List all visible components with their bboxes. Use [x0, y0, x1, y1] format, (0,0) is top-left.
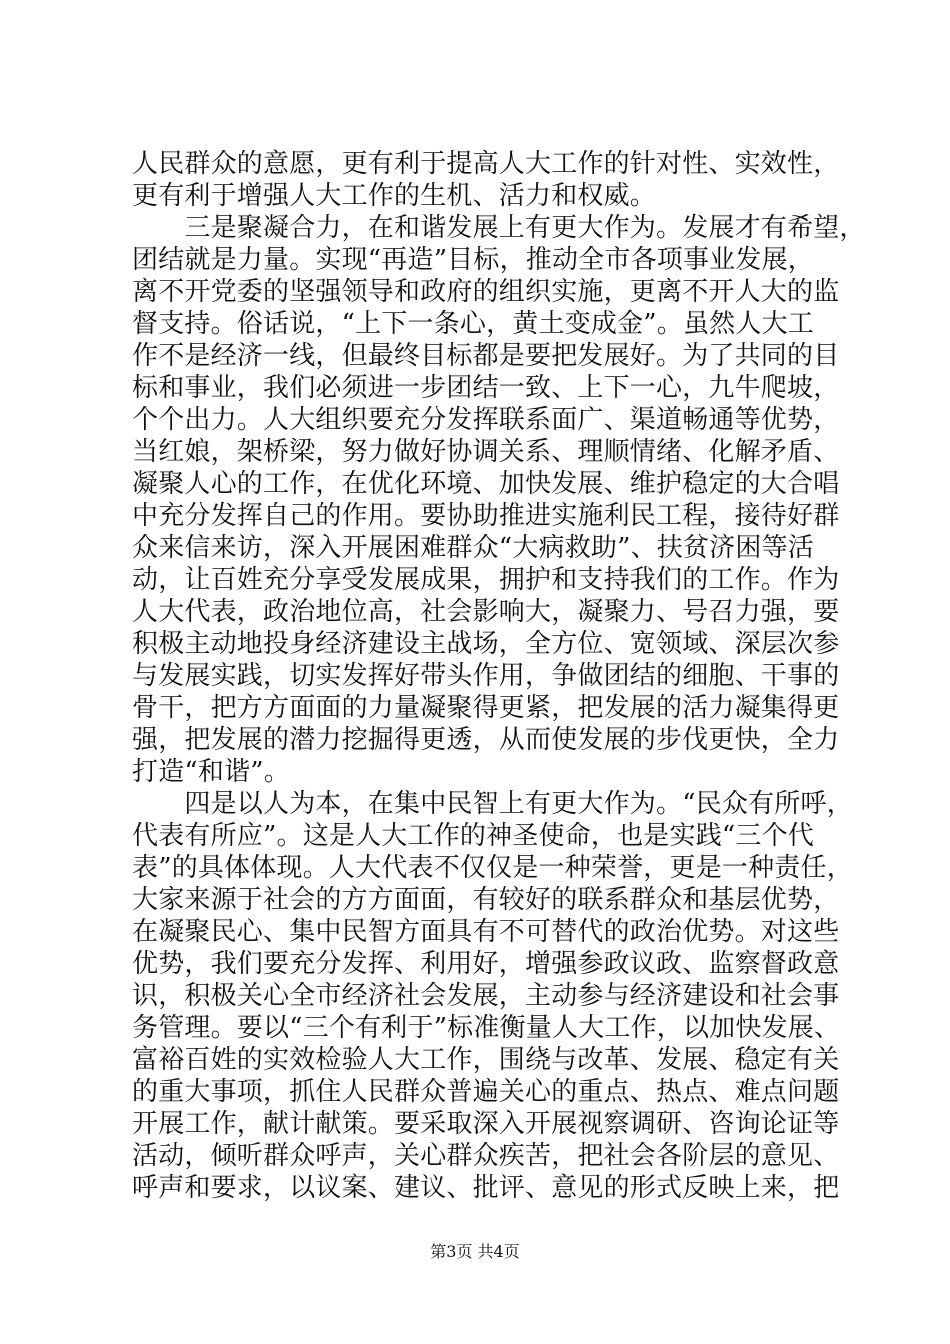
text-line: 在凝聚民心、集中民智方面具有不可替代的政治优势。对这些 — [132, 917, 840, 947]
text-line: 三是聚凝合力，在和谐发展上有更大作为。发展才有希望， — [132, 213, 866, 243]
text-line: 大家来源于社会的方方面面，有较好的联系群众和基层优势， — [132, 885, 840, 915]
text-line: 更有利于增强人大工作的生机、活力和权威。 — [132, 181, 657, 211]
text-line: 打造“和谐”。 — [132, 757, 290, 787]
text-line: 务管理。要以“三个有利于”标准衡量人大工作，以加快发展、 — [132, 1013, 841, 1043]
text-line: 的重大事项，抓住人民群众普遍关心的重点、热点、难点问题 — [132, 1077, 840, 1107]
text-line: 个个出力。人大组织要充分发挥联系面广、渠道畅通等优势， — [132, 405, 840, 435]
text-line: 积极主动地投身经济建设主战场，全方位、宽领域、深层次参 — [132, 629, 840, 659]
text-line: 与发展实践，切实发挥好带头作用，争做团结的细胞、干事的 — [132, 661, 840, 691]
text-line: 督支持。俗话说，“上下一条心，黄土变成金”。虽然人大工 — [132, 309, 814, 339]
document-body — [132, 148, 866, 1204]
text-line: 强，把发展的潜力挖掘得更透，从而使发展的步伐更快，全力 — [132, 725, 840, 755]
text-line: 富裕百姓的实效检验人大工作，围绕与改革、发展、稳定有关 — [132, 1045, 840, 1075]
text-line: 呼声和要求，以议案、建议、批评、意见的形式反映上来，把 — [132, 1173, 840, 1203]
page-number-footer: 第3页 共4页 — [430, 1242, 520, 1261]
text-line: 作不是经济一线，但最终目标都是要把发展好。为了共同的目 — [132, 341, 840, 371]
text-line: 中充分发挥自己的作用。要协助推进实施利民工程，接待好群 — [132, 501, 840, 531]
text-line: 当红娘，架桥梁，努力做好协调关系、理顺情绪、化解矛盾、 — [132, 437, 840, 467]
text-line: 优势，我们要充分发挥、利用好，增强参政议政、监察督政意 — [132, 949, 840, 979]
text-line: 离不开党委的坚强领导和政府的组织实施，更离不开人大的监 — [132, 277, 840, 307]
text-line: 识，积极关心全市经济社会发展，主动参与经济建设和社会事 — [132, 981, 840, 1011]
text-line: 凝聚人心的工作，在优化环境、加快发展、维护稳定的大合唱 — [132, 469, 840, 499]
text-line: 团结就是力量。实现“再造”目标，推动全市各项事业发展， — [132, 245, 814, 275]
text-line: 活动，倾听群众呼声，关心群众疾苦，把社会各阶层的意见、 — [132, 1141, 840, 1171]
text-line: 代表有所应”。这是人大工作的神圣使命，也是实践“三个代 — [132, 821, 814, 851]
text-line: 四是以人为本，在集中民智上有更大作为。“民众有所呼， — [132, 789, 853, 819]
text-line: 动，让百姓充分享受发展成果，拥护和支持我们的工作。作为 — [132, 565, 840, 595]
text-line: 众来信来访，深入开展困难群众“大病救助”、扶贫济困等活 — [132, 533, 814, 563]
text-line: 人民群众的意愿，更有利于提高人大工作的针对性、实效性， — [132, 149, 840, 179]
text-line: 表”的具体体现。人大代表不仅仅是一种荣誉，更是一种责任， — [132, 853, 853, 883]
text-line: 开展工作，献计献策。要采取深入开展视察调研、咨询论证等 — [132, 1109, 840, 1139]
text-line: 标和事业，我们必须进一步团结一致、上下一心，九牛爬坡， — [132, 373, 840, 403]
text-line: 人大代表，政治地位高，社会影响大，凝聚力、号召力强，要 — [132, 597, 840, 627]
text-line: 骨干，把方方面面的力量凝聚得更紧，把发展的活力凝集得更 — [132, 693, 840, 723]
